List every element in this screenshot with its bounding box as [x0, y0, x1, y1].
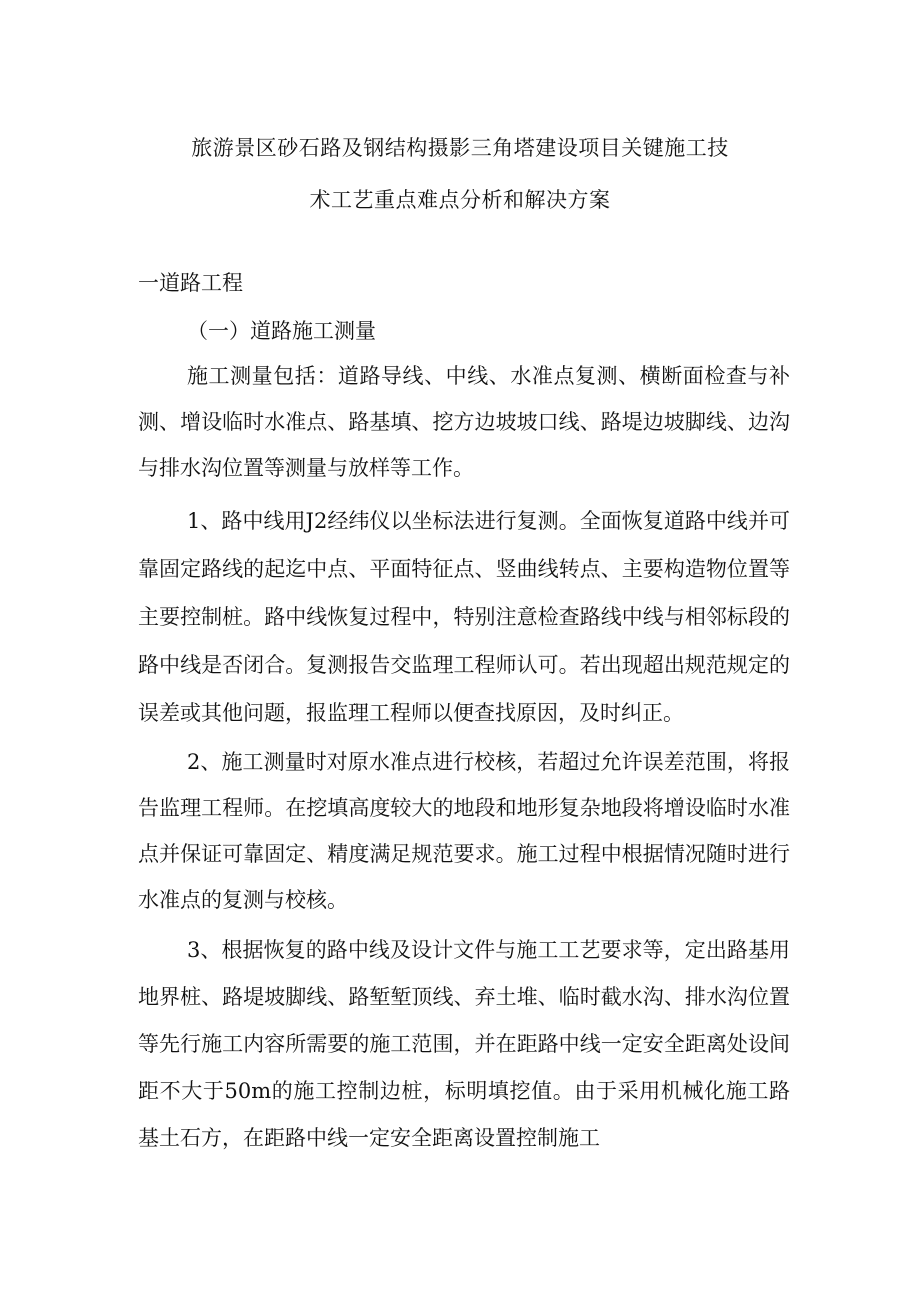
paragraph-construction-range: 3、根据恢复的路中线及设计文件与施工工艺要求等，定出路基用地界桩、路堤坡脚线、路堑堑顶线、弃土堆、临时截水沟、排水沟位置等先行施工内容所需要的施工范围，并在距路中线一定安全距离处设间距不大于50m的施工控制边桩，标明填挖值。由于采用机械化施工路基土石方，在距路中线一定安全距离设置控制施工	[138, 938, 790, 1150]
section-heading: 一道路工程	[138, 271, 243, 295]
paragraph-survey-scope: 施工测量包括：道路导线、中线、水准点复测、横断面检查与补测、增设临时水准点、路基填、挖方边坡坡口线、路堤边坡脚线、边沟与排水沟位置等测量与放样等工作。	[138, 364, 790, 480]
document-title-line-2: 术工艺重点难点分析和解决方案	[309, 188, 611, 212]
paragraph-centerline-resurvey: 1、路中线用J2经纬仪以坐标法进行复测。全面恢复道路中线并可靠固定路线的起迄中点、平面特征点、竖曲线转点、主要构造物位置等主要控制桩。路中线恢复过程中，特别注意检查路线中线与相邻标段的路中线是否闭合。复测报告交监理工程师认可。若出现超出规范规定的误差或其他问题，报监理工程师以便查找原因，及时纠正。	[138, 509, 790, 725]
document-title-line-1: 旅游景区砂石路及钢结构摄影三角塔建设项目关键施工技	[191, 136, 729, 160]
subsection-heading: （一）道路施工测量	[187, 319, 376, 343]
paragraph-benchmark-check: 2、施工测量时对原水准点进行校核，若超过允许误差范围，将报告监理工程师。在挖填高度较大的地段和地形复杂地段将增设临时水准点并保证可靠固定、精度满足规范要求。施工过程中根据情况随时进行水准点的复测与校核。	[138, 750, 790, 912]
